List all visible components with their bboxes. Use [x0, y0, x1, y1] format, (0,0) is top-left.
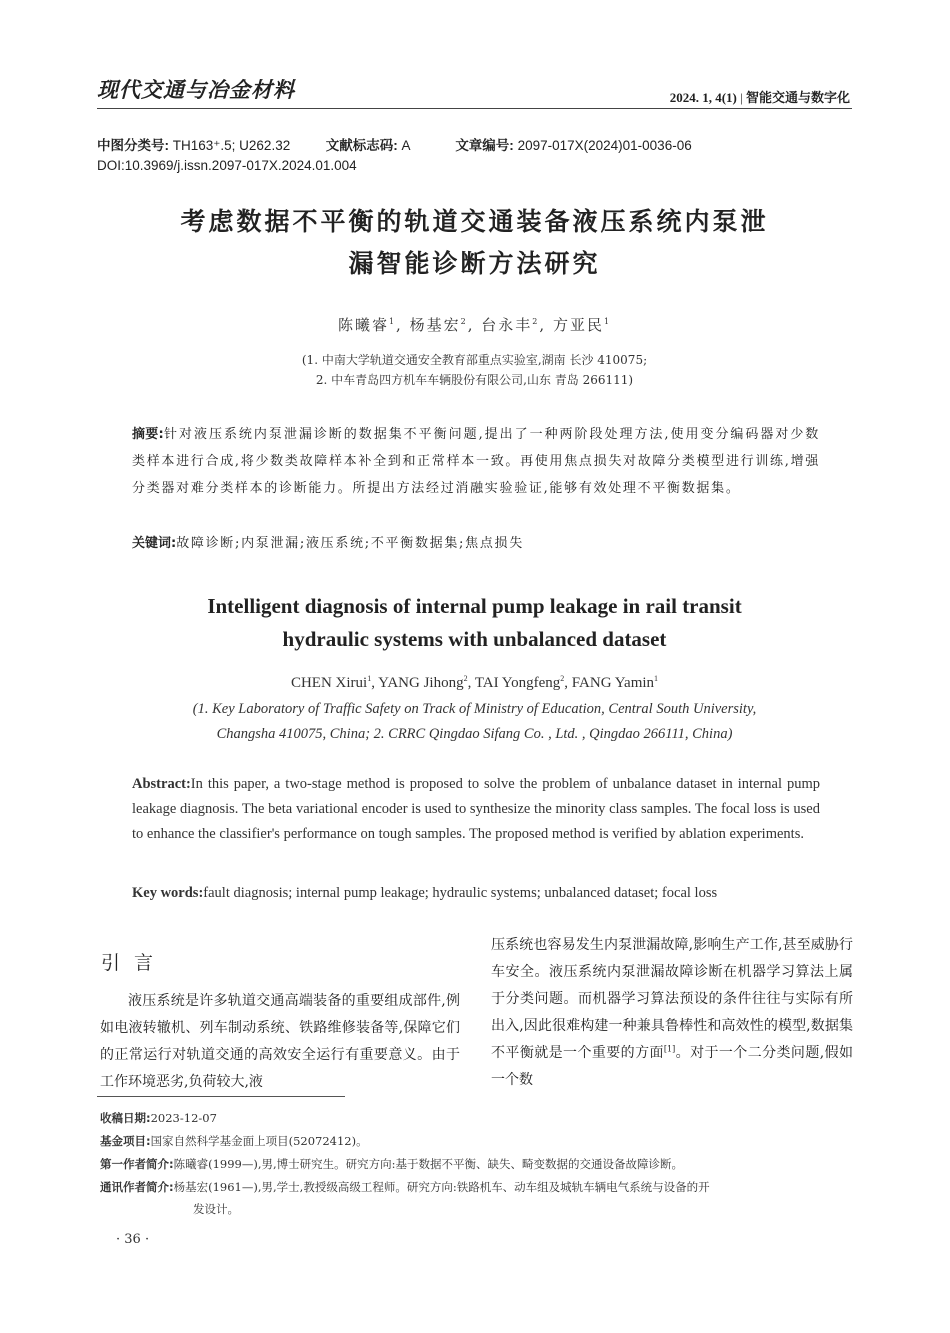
- author-affil-sup: 2: [460, 317, 468, 326]
- abstract-cn: [132, 421, 820, 502]
- footnote-first-author: 第一作者简介:陈曦睿(1999—),男,博士研究生。研究方向:基于数据不平衡、缺失、畸变数据的交通设备故障诊断。: [100, 1157, 684, 1171]
- author-affil-sup: 2: [532, 317, 540, 326]
- title-cn-line1: 考虑数据不平衡的轨道交通装备液压系统内泵泄: [180, 207, 769, 236]
- title-en-line2: hydraulic systems with unbalanced dataset: [282, 627, 667, 651]
- author-affil-sup: 1: [654, 674, 659, 683]
- keywords-cn-label: 关键词:: [132, 536, 177, 551]
- footnote-fund: 基金项目:国家自然科学基金面上项目(52072412)。: [100, 1134, 368, 1148]
- keywords-en: [132, 881, 820, 906]
- author-name-en: FANG Yamin: [571, 675, 655, 691]
- footnote-corresponding-author: 通讯作者简介:杨基宏(1961—),男,学士,教授级高级工程师。研究方向:铁路机车、动车组及城轨车辆电气系统与设备的开: [100, 1180, 710, 1194]
- author-name: 陈曦睿: [337, 316, 389, 334]
- footnote-received: 收稿日期:2023-12-07: [100, 1111, 217, 1125]
- doc-code-value: A: [401, 138, 410, 153]
- keywords-en-label: Key words:: [132, 885, 204, 901]
- affiliations-en: [97, 697, 852, 747]
- keywords-cn: [132, 530, 820, 557]
- journal-logo: 现代交通与冶金材料: [97, 77, 295, 102]
- keywords-cn-text: 故障诊断;内泵泄漏;液压系统;不平衡数据集;焦点损失: [176, 536, 524, 551]
- author-name: 方亚民: [552, 316, 604, 334]
- author-name-en: YANG Jihong: [378, 675, 464, 691]
- author-name: 台永丰: [481, 316, 533, 334]
- author-name: 杨基宏: [409, 316, 461, 334]
- intro-right-text: 压系统也容易发生内泵泄漏故障,影响生产工作,甚至威胁行车安全。液压系统内泵泄漏故障诊断在机器学习算法上属于分类问题。而机器学习算法预设的条件往往与实际有所出入,因此很难构建一种兼具鲁棒性和高效性的模型,数据集不平衡就是一个重要的方面: [491, 937, 853, 1061]
- title-cn-line2: 漏智能诊断方法研究: [348, 249, 601, 278]
- intro-right-column: [491, 932, 853, 1094]
- doi: DOI:10.3969/j.issn.2097-017X.2024.01.004: [97, 158, 357, 173]
- footnote-divider: [97, 1096, 345, 1097]
- clc-value: TH163⁺.5; U262.32: [172, 138, 291, 153]
- author-affil-sup: 2: [560, 674, 565, 683]
- author-name-en: TAI Yongfeng: [474, 675, 561, 691]
- intro-left-column: 液压系统是许多轨道交通高端装备的重要组成部件,例如电液转辙机、列车制动系统、铁路维修装备等,保障它们的正常运行对轨道交通的高效安全运行有重要意义。由于工作环境恶劣,负荷较大,液: [100, 993, 460, 1090]
- abstract-en: [132, 772, 820, 847]
- abstract-cn-label: 摘要:: [132, 427, 164, 442]
- author-affil-sup: 2: [463, 674, 468, 683]
- section-heading-introduction: 引言: [101, 952, 168, 974]
- authors-cn: 陈曦睿$^1$, 杨基宏$^2$, 台永丰$^2$, 方亚民$^1$: [337, 316, 612, 334]
- author-affil-sup: 1: [388, 317, 397, 326]
- affiliations-cn: [97, 350, 852, 390]
- author-affil-sup: 1: [367, 674, 372, 683]
- column-name: 智能交通与数字化: [745, 91, 850, 106]
- citation-ref[interactable]: [1]: [663, 1044, 676, 1054]
- abstract-cn-text: 针对液压系统内泵泄漏诊断的数据集不平衡问题,提出了一种两阶段处理方法,使用变分编码器对少数类样本进行合成,将少数类故障样本补全到和正常样本一致。再使用焦点损失对故障分类模型进行训练,增强分类器对难分类样本的诊断能力。所提出方法经过消融实验验证,能够有效处理不平衡数据集。: [132, 427, 821, 496]
- keywords-en-text: fault diagnosis; internal pump leakage; hydraulic systems; unbalanced dataset; focal loss: [203, 885, 718, 901]
- title-en: [97, 590, 852, 656]
- affiliation-cn-line1: (1. 中南大学轨道交通安全教育部重点实验室,湖南 长沙 410075;: [301, 353, 648, 367]
- abstract-en-text: In this paper, a two-stage method is proposed to solve the problem of unbalance dataset in internal pump leakage diagnosis. The beta variational encoder is used to synthesize the minority class samples. The focal loss is used to enhance the classifier's performance on tough samples. The proposed method is verified by ablation experiments.: [132, 776, 820, 842]
- issue-number: 2024. 1, 4(1): [669, 90, 737, 105]
- footnote-corresponding-author-cont: 发设计。: [193, 1202, 239, 1216]
- author-affil-sup: 1: [603, 317, 612, 326]
- header-divider: [97, 108, 852, 109]
- author-name-en: CHEN Xirui: [290, 675, 368, 691]
- article-no-value: 2097-017X(2024)01-0036-06: [517, 138, 692, 153]
- abstract-en-label: Abstract:: [132, 776, 191, 792]
- authors-en: CHEN Xirui$^1$, YANG Jihong$^2$, TAI Yongfeng$^2$, FANG Yamin$^1$: [290, 674, 659, 691]
- article-no-label: 文章编号:: [455, 138, 514, 153]
- page-number: · 36 ·: [116, 1232, 150, 1247]
- intro-right-text-cont: 。对于一个二分类问题,假如一个数: [491, 1045, 854, 1088]
- affiliation-cn-line2: 2. 中车青岛四方机车车辆股份有限公司,山东 青岛 266111): [315, 373, 634, 387]
- affiliation-en-line1: (1. Key Laboratory of Traffic Safety on Track of Ministry of Education, Central South University,: [192, 701, 757, 717]
- doc-code-label: 文献标志码:: [325, 138, 398, 153]
- title-en-line1: Intelligent diagnosis of internal pump leakage in rail transit: [207, 594, 742, 618]
- classification-line: [97, 134, 692, 154]
- clc-label: 中图分类号:: [97, 138, 169, 153]
- affiliation-en-line2: Changsha 410075, China; 2. CRRC Qingdao Sifang Co. , Ltd. , Qingdao 266111, China): [216, 726, 733, 742]
- header-separator: |: [740, 90, 743, 105]
- journal-issue-header: [670, 87, 850, 106]
